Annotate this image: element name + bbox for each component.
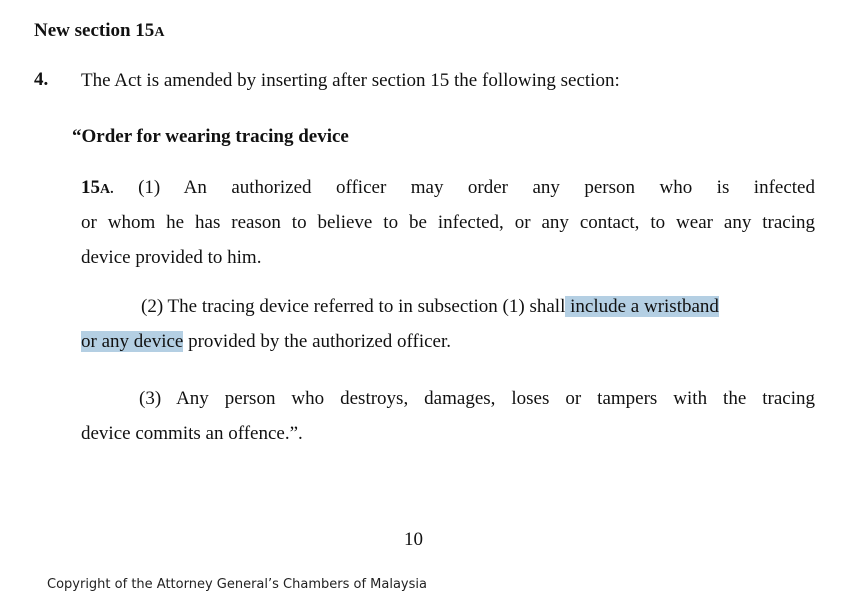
section-heading-suffix: A (154, 25, 165, 40)
copyright-notice: Copyright of the Attorney General’s Chambers of Malaysia (47, 577, 427, 592)
selection-highlight-2: or any device (81, 331, 184, 352)
page-number: 10 (404, 529, 423, 550)
subsection-3-line-1: (3) Any person who destroys, damages, loses or tampers with the tracing (139, 388, 815, 409)
subsection-2-line-2-text: provided by the authorized officer. (183, 331, 452, 352)
section-title: “Order for wearing tracing device (72, 126, 349, 147)
section-heading (34, 20, 164, 42)
subsection-1-line-1 (81, 170, 815, 205)
subsection-1-line-1-text: (1) An authorized officer may order any person who is infected (113, 177, 815, 198)
section-number-main: 15 (81, 177, 100, 198)
subsection-1-line-3: device provided to him. (81, 247, 262, 268)
selection-highlight-1: include a wristband (565, 296, 719, 317)
subsection-2-line-1-text: (2) The tracing device referred to in subsection (1) shall (141, 296, 566, 317)
subsection-2-line-1 (81, 289, 815, 324)
subsection-2 (81, 289, 815, 359)
subsection-3-line-2: device commits an offence.”. (81, 423, 303, 444)
section-heading-main: New section 15 (34, 20, 155, 41)
section-number-suffix: A. (100, 182, 114, 197)
subsection-3 (81, 381, 815, 451)
item-number: 4. (34, 69, 49, 90)
item-text: The Act is amended by inserting after section 15 the following section: (81, 70, 620, 91)
subsection-1 (81, 170, 815, 275)
subsection-1-line-2: or whom he has reason to believe to be infected, or any contact, to wear any tracing (81, 212, 815, 233)
subsection-2-line-2 (81, 324, 815, 359)
section-number (81, 177, 114, 198)
